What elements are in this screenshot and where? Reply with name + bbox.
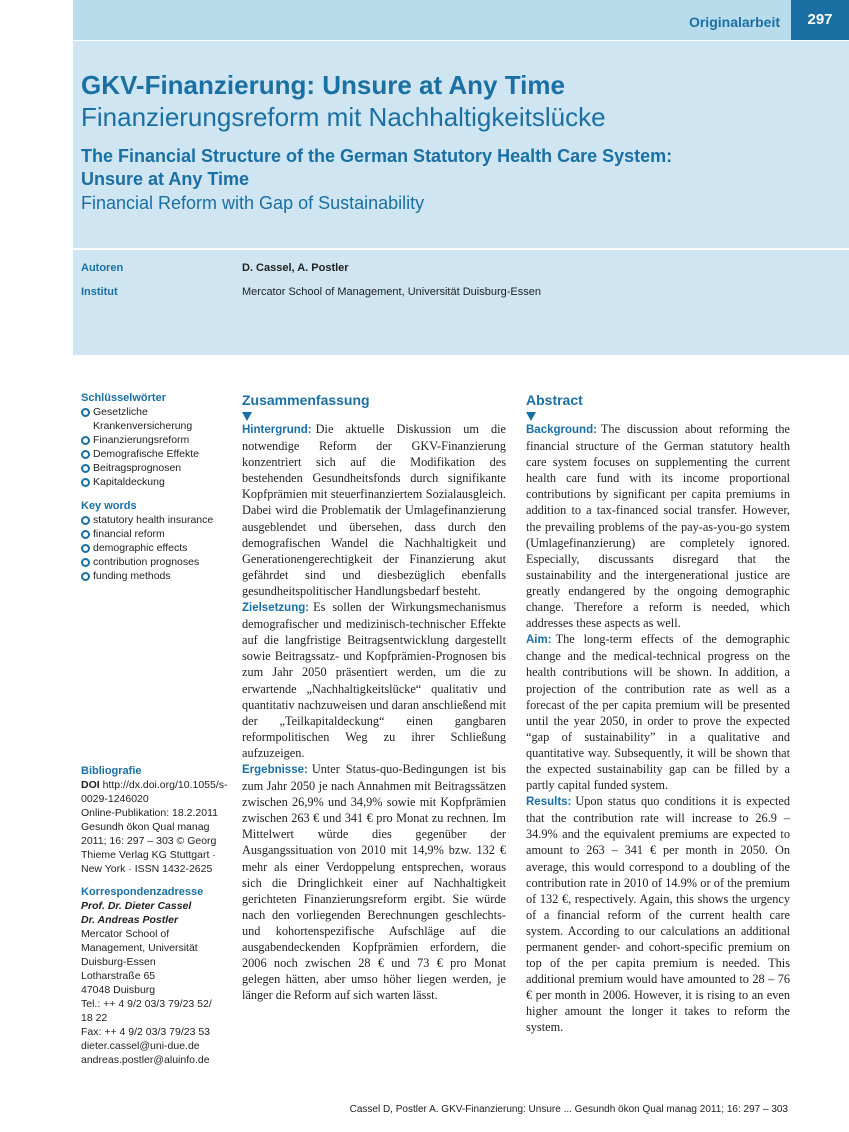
title-german: GKV-Finanzierung: Unsure at Any Time bbox=[81, 70, 565, 100]
bullet-icon bbox=[81, 572, 90, 581]
paragraph-label: Zielsetzung: bbox=[242, 602, 310, 615]
paragraph-text: The discussion about reforming the financial structure of the German statutory health care system focuses on supplementing the current health care fund with its income proportional contributions by significant per capita premiums in addition to a tax-financed social transfer. However, the prevailing problems of the pay-as-you-go system (Umlagefinanzierung) are completely ignored. Especially, discussants disregard that the sustainability and the intergenerational justice are greatly endangered by the ongoing demographic change. Therefore a reform is needed, which addresses these aspects as well. bbox=[526, 422, 790, 631]
keyword-item: demographic effects bbox=[81, 541, 231, 555]
zusammenfassung-column bbox=[242, 391, 506, 1003]
bullet-icon bbox=[81, 544, 90, 553]
triangle-down-icon bbox=[526, 412, 536, 421]
address-line: Duisburg-Essen bbox=[81, 956, 156, 968]
paragraph-label: Results: bbox=[526, 796, 572, 809]
bibliography-heading: Bibliografie bbox=[81, 765, 142, 777]
keyword-item: statutory health insurance bbox=[81, 513, 231, 527]
email-link[interactable]: dieter.cassel@uni-due.de bbox=[81, 1040, 200, 1052]
abstract-body bbox=[526, 421, 790, 1036]
authors-label: Autoren bbox=[81, 262, 124, 274]
bullet-icon bbox=[81, 558, 90, 567]
zusammenfassung-body bbox=[242, 421, 506, 1003]
correspondence-name: Prof. Dr. Dieter Cassel bbox=[81, 900, 192, 912]
bibliography-panel bbox=[81, 764, 231, 1067]
bullet-icon bbox=[81, 464, 90, 473]
online-publication: Online-Publikation: 18.2.2011 bbox=[81, 807, 218, 819]
title-english-line2: Unsure at Any Time bbox=[81, 169, 250, 189]
subtitle-german: Finanzierungsreform mit Nachhaltigkeitslücke bbox=[81, 102, 606, 132]
keyword-item: contribution prognoses bbox=[81, 555, 231, 569]
bullet-icon bbox=[81, 516, 90, 525]
page-number: 297 bbox=[791, 0, 849, 40]
address-line: Management, Universität bbox=[81, 942, 198, 954]
doi-link[interactable]: http://dx.doi.org/10.1055/s-0029-1246020 bbox=[81, 779, 228, 805]
fax-line: Fax: ++ 4 9/2 03/3 79/23 53 bbox=[81, 1026, 211, 1038]
paragraph-text: Die aktuelle Diskussion um die notwendige Reform der GKV-Finanzierung konzentriert sich auf die Modifikation des bestehenden Gesundheitsfonds durch signifikante Kopfprämien mit steuerfinanziertem Sozialausgleich. Dabei wird die Problematik der Umlagefinanzierung ausgeblendet und übersehen, dass durch den demografischen Wandel die Nachhaltigkeit und Generationengerechtigkeit der Finanzierung akut gefährdet sind und diesbezüglich ebenfalls gesundheitspolitischer Handlungsbedarf besteht. bbox=[242, 422, 506, 598]
bullet-icon bbox=[81, 530, 90, 539]
keyword-item: financial reform bbox=[81, 527, 231, 541]
title-english-line1: The Financial Structure of the German Statutory Health Care System: bbox=[81, 146, 673, 166]
address-line: Mercator School of bbox=[81, 928, 170, 940]
institute: Mercator School of Management, Universität Duisburg-Essen bbox=[242, 286, 541, 298]
correspondence-heading: Korrespondenzadresse bbox=[81, 886, 204, 898]
doi: DOI http://dx.doi.org/10.1055/s-0029-1246020 bbox=[81, 779, 228, 805]
institute-label: Institut bbox=[81, 286, 118, 298]
zusammenfassung-heading: Zusammenfassung bbox=[242, 392, 370, 408]
bullet-icon bbox=[81, 478, 90, 487]
keyword-item: Gesetzliche Krankenversicherung bbox=[81, 405, 231, 433]
paragraph-text: Unter Status-quo-Bedingungen ist bis zum Jahr 2050 je nach Annahmen mit Beitragssätzen zwischen 26,9% und 34,9% sowie mit Kopfprämien zwischen 263 € und 341 € pro Monat zu rechnen. Im Mittelwert würde dies gegenüber der Ausgangssituation von 2010 mit 14,9% bzw. 132 € mehr als einer Verdoppelung entsprechen, woraus sich die Dringlichkeit einer auf Nachhaltigkeit gerichteten Finanzierungsreform ergibt. Sie würde nach den vorliegenden Berechnungen geschlechts- und kohortenspezifische Aufschläge auf die ausgabendeckenden Kopfprämien erfordern, die 2006 noch zwischen 28 € und 73 € pro Monat gelegen hätten, aber umso höher liegen werden, je länger die Reform auf sich warten lässt. bbox=[242, 761, 506, 1003]
keyword-item: Beitragsprognosen bbox=[81, 461, 231, 475]
section-label: Originalarbeit bbox=[688, 14, 780, 30]
keywords-en-list bbox=[81, 513, 231, 583]
keyword-item: Finanzierungsreform bbox=[81, 433, 231, 447]
paragraph-text: Upon status quo conditions it is expected that the contribution rate will increase to 26.9 – 34.9% and the equivalent premiums are expected to amount to 263 – 341 € per month in 2050. On average, this would correspond to a doubling of the contribution rate in 2010 of 14.9% or of the premium of 132 €, respectively. Again, this shows the urgency of a financial reform of the current health care system. According to our calculations an additional permanent gender- and cohort-specific premium on top of the per capita premium is needed. This additional premium would have amounted to 28 – 76 € per month in 2006. However, it is rising to an even higher amount the longer it takes to reform the system. bbox=[526, 794, 790, 1035]
paragraph-label: Aim: bbox=[526, 634, 552, 647]
paragraph-label: Ergebnisse: bbox=[242, 763, 308, 776]
abstract-heading: Abstract bbox=[526, 392, 583, 408]
authors: D. Cassel, A. Postler bbox=[242, 262, 349, 274]
keywords-panel bbox=[81, 391, 231, 583]
abstract-column bbox=[526, 391, 790, 1036]
paragraph-text: The long-term effects of the demographic change and the medical-technical progress on the health contributions will be shown. In addition, a projection of the contribution rate as well as a forecast of the per capita premium will be presented until the year 2050, in order to prove the expected “gap of sustainability” in a qualitative and quantitative way. Subsequently, it will be shown that the expected sustainability gap can be filled by a partly capital funded system. bbox=[526, 632, 790, 793]
correspondence-name: Dr. Andreas Postler bbox=[81, 914, 179, 926]
bullet-icon bbox=[81, 450, 90, 459]
email-link[interactable]: andreas.postler@aluinfo.de bbox=[81, 1054, 210, 1066]
paragraph-text: Es sollen der Wirkungsmechanismus demografischer und medizinisch-technischer Effekte auf die langfristige Beitragsentwicklung dargestellt sowie Beitragssatz- und Kopfprämien-Prognosen bis zum Jahr 2050 präsentiert werden, um die zu erwartende „Nachhaltigkeitslücke“ qualitativ und quantitativ nachzuweisen und daran anschließend mit der „Teilkapitaldeckung“ einen gangbaren reformpolitischen Weg zu ihrer Schließung aufzuzeigen. bbox=[242, 600, 506, 760]
paragraph-label: Hintergrund: bbox=[242, 424, 312, 436]
keyword-item: Kapitaldeckung bbox=[81, 475, 231, 489]
journal-info: Gesundh ökon Qual manag 2011; 16: 297 – 303 © Georg Thieme Verlag KG Stuttgart · New York · ISSN 1432-2625 bbox=[81, 821, 217, 875]
keywords-de-list bbox=[81, 405, 231, 489]
divider bbox=[73, 248, 849, 250]
keyword-item: funding methods bbox=[81, 569, 231, 583]
keyword-item: Demografische Effekte bbox=[81, 447, 231, 461]
address-line: 47048 Duisburg bbox=[81, 984, 156, 996]
bullet-icon bbox=[81, 436, 90, 445]
keywords-en-heading: Key words bbox=[81, 500, 137, 512]
triangle-down-icon bbox=[242, 412, 252, 421]
paragraph-label: Background: bbox=[526, 424, 597, 436]
divider bbox=[73, 40, 849, 41]
bullet-icon bbox=[81, 408, 90, 417]
phone-line: 18 22 bbox=[81, 1012, 108, 1024]
phone-line: Tel.: ++ 4 9/2 03/3 79/23 52/ bbox=[81, 998, 212, 1010]
address-line: Lotharstraße 65 bbox=[81, 970, 156, 982]
subtitle-english: Financial Reform with Gap of Sustainability bbox=[81, 193, 425, 213]
keywords-de-heading: Schlüsselwörter bbox=[81, 392, 166, 404]
citation-footer: Cassel D, Postler A. GKV-Finanzierung: Unsure ... Gesundh ökon Qual manag 2011; 16: 297 – 303 bbox=[349, 1104, 788, 1115]
